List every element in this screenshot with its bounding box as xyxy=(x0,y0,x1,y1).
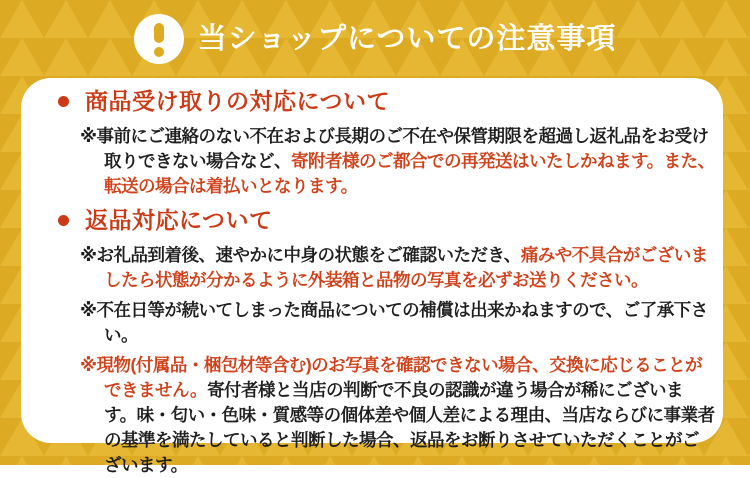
sections-container xyxy=(48,86,715,478)
text-segment-red: ※現物(付属品・梱包材等含む)のお写真を確認できない場合、交換に応じることができません。 xyxy=(80,355,703,400)
section-heading-label: 商品受け取りの対応について xyxy=(85,88,391,114)
text-segment-ink: ※お礼品到着後、速やかに中身の状態をご確認いただき、 xyxy=(80,245,521,265)
section-paragraphs xyxy=(80,243,715,478)
bullet-icon xyxy=(58,96,69,107)
notice-paragraph xyxy=(80,243,715,293)
notice-paragraph xyxy=(80,353,715,478)
section-paragraphs xyxy=(80,124,715,199)
section-heading xyxy=(48,205,715,235)
notice-paragraph xyxy=(80,298,715,348)
notice-section xyxy=(48,205,715,478)
exclamation-icon xyxy=(134,14,184,64)
text-segment-ink: ※不在日等が続いてしまった商品についての補償は出来かねますので、ご了承下さい。 xyxy=(80,300,708,345)
text-segment-ink: ※事前にご連絡のない不在および長期のご不在や保管期限を超過し返礼品をお受け取りできない場合など、 xyxy=(80,126,709,171)
section-heading xyxy=(48,86,715,116)
text-segment-ink: 寄付者様と当店の判断で不良の認識が違う場合が稀にございます。味・匂い・色味・質感等の個体差や個人差による理由、当店ならびに事業者の基準を満たしていると判断した場合、返品をお断りさせていただくことがございます。 xyxy=(104,380,715,475)
notice-card xyxy=(21,78,723,475)
exclamation-dot xyxy=(154,47,164,57)
notice-section xyxy=(48,86,715,199)
notice-paragraph xyxy=(80,124,715,199)
notice-title: 当ショップについての注意事項 xyxy=(197,22,617,55)
text-segment-red: 寄附者様のご都合での再発送はいたしかねます。また、転送の場合は着払いとなります。 xyxy=(104,151,715,196)
exclamation-bar xyxy=(154,23,164,43)
section-heading-label: 返品対応について xyxy=(85,207,273,233)
notice-header xyxy=(0,0,750,78)
bullet-icon xyxy=(58,215,69,226)
text-segment-red: 痛みや不具合がございましたら状態が分かるように外装箱と品物の写真を必ずお送りください。 xyxy=(104,245,708,290)
